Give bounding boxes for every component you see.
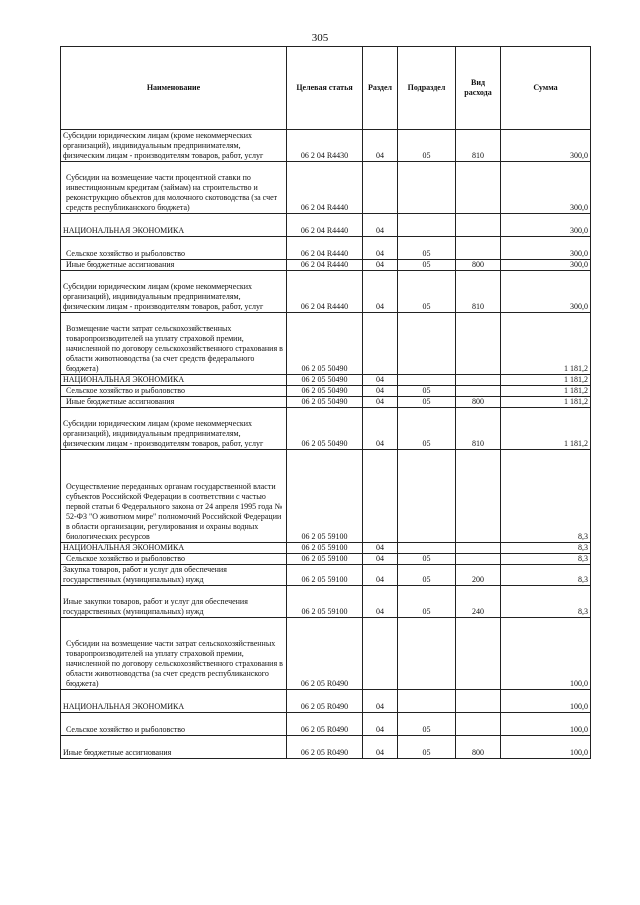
row-amount: 1 181,2 (501, 397, 591, 408)
table-row (61, 713, 591, 736)
row-subsection: 05 (398, 386, 456, 397)
row-subsection (398, 214, 456, 237)
table-row (61, 586, 591, 618)
row-name: НАЦИОНАЛЬНАЯ ЭКОНОМИКА (61, 543, 287, 554)
row-amount: 1 181,2 (501, 375, 591, 386)
row-name: НАЦИОНАЛЬНАЯ ЭКОНОМИКА (61, 690, 287, 713)
row-target: 06 2 04 R4440 (287, 271, 363, 313)
row-type: 800 (456, 260, 501, 271)
page-number: 305 (311, 32, 329, 44)
row-section: 04 (363, 260, 398, 271)
table-row (61, 375, 591, 386)
header-section: Раздел (363, 47, 398, 130)
row-target: 06 2 05 50490 (287, 386, 363, 397)
row-name: Субсидии на возмещение части затрат сельскохозяйственных товаропроизводителей на уплату страховой премии, начисленной по договору сельскохозяйственного страхования в области животноводства (за счет средств республиканского бюджета) (61, 618, 287, 690)
row-name: Сельское хозяйство и рыболовство (61, 386, 287, 397)
header-expense-type: Вид расхода (456, 47, 501, 130)
row-section: 04 (363, 397, 398, 408)
row-subsection: 05 (398, 271, 456, 313)
row-amount: 8,3 (501, 543, 591, 554)
table-row (61, 543, 591, 554)
row-subsection (398, 690, 456, 713)
row-type (456, 214, 501, 237)
table-row (61, 386, 591, 397)
row-name: Субсидии юридическим лицам (кроме некоммерческих организаций), индивидуальным предпринимателям, физическим лицам - производителям товаров, работ, услуг (61, 271, 287, 313)
row-subsection (398, 618, 456, 690)
row-name: НАЦИОНАЛЬНАЯ ЭКОНОМИКА (61, 375, 287, 386)
row-name: Закупка товаров, работ и услуг для обеспечения государственных (муниципальных) нужд (61, 565, 287, 586)
table-row (61, 130, 591, 162)
row-section: 04 (363, 375, 398, 386)
row-amount: 300,0 (501, 214, 591, 237)
row-section: 04 (363, 586, 398, 618)
row-subsection: 05 (398, 586, 456, 618)
row-amount: 8,3 (501, 565, 591, 586)
table-row (61, 162, 591, 214)
row-subsection: 05 (398, 408, 456, 450)
header-amount: Сумма (501, 47, 591, 130)
row-subsection: 05 (398, 713, 456, 736)
row-amount: 1 181,2 (501, 408, 591, 450)
row-section: 04 (363, 386, 398, 397)
row-section: 04 (363, 214, 398, 237)
table-row (61, 565, 591, 586)
row-amount: 100,0 (501, 736, 591, 759)
row-target: 06 2 05 R0490 (287, 736, 363, 759)
row-type (456, 386, 501, 397)
header-target: Целевая статья (287, 47, 363, 130)
table-row (61, 690, 591, 713)
row-target: 06 2 04 R4440 (287, 162, 363, 214)
row-type (456, 690, 501, 713)
row-amount: 1 181,2 (501, 313, 591, 375)
table-row (61, 408, 591, 450)
row-name: НАЦИОНАЛЬНАЯ ЭКОНОМИКА (61, 214, 287, 237)
table-row (61, 618, 591, 690)
table-row (61, 397, 591, 408)
row-amount: 100,0 (501, 618, 591, 690)
row-type: 240 (456, 586, 501, 618)
row-target: 06 2 05 R0490 (287, 690, 363, 713)
header-name: Наименование (61, 47, 287, 130)
row-type: 810 (456, 130, 501, 162)
row-name: Субсидии на возмещение части процентной ставки по инвестиционным кредитам (займам) на строительство и реконструкцию объектов для молочного скотоводства (за счет средств республиканского бюджета) (61, 162, 287, 214)
table-row (61, 313, 591, 375)
row-target: 06 2 04 R4430 (287, 130, 363, 162)
row-target: 06 2 05 59100 (287, 554, 363, 565)
row-name: Сельское хозяйство и рыболовство (61, 713, 287, 736)
table-header-row (61, 47, 591, 130)
row-section: 04 (363, 554, 398, 565)
row-subsection: 05 (398, 736, 456, 759)
header-subsection: Подраздел (398, 47, 456, 130)
row-type: 810 (456, 271, 501, 313)
row-target: 06 2 05 R0490 (287, 618, 363, 690)
row-section (363, 618, 398, 690)
row-section: 04 (363, 237, 398, 260)
row-section: 04 (363, 130, 398, 162)
row-type: 800 (456, 736, 501, 759)
row-subsection (398, 162, 456, 214)
row-subsection: 05 (398, 554, 456, 565)
row-type: 200 (456, 565, 501, 586)
row-target: 06 2 05 59100 (287, 586, 363, 618)
row-section: 04 (363, 713, 398, 736)
row-target: 06 2 05 50490 (287, 313, 363, 375)
row-target: 06 2 05 59100 (287, 543, 363, 554)
row-target: 06 2 05 R0490 (287, 713, 363, 736)
row-name: Субсидии юридическим лицам (кроме некоммерческих организаций), индивидуальным предпринимателям, физическим лицам - производителям товаров, работ, услуг (61, 408, 287, 450)
row-target: 06 2 05 50490 (287, 375, 363, 386)
table-row (61, 450, 591, 543)
row-type (456, 313, 501, 375)
row-amount: 300,0 (501, 162, 591, 214)
row-section (363, 313, 398, 375)
row-target: 06 2 05 50490 (287, 408, 363, 450)
row-target: 06 2 04 R4440 (287, 214, 363, 237)
row-name: Иные бюджетные ассигнования (61, 736, 287, 759)
row-name: Иные бюджетные ассигнования (61, 260, 287, 271)
row-type (456, 554, 501, 565)
row-type (456, 450, 501, 543)
row-amount: 8,3 (501, 554, 591, 565)
table-row (61, 214, 591, 237)
row-target: 06 2 05 50490 (287, 397, 363, 408)
row-subsection: 05 (398, 237, 456, 260)
row-amount: 100,0 (501, 690, 591, 713)
row-section: 04 (363, 690, 398, 713)
row-section: 04 (363, 271, 398, 313)
row-section: 04 (363, 543, 398, 554)
row-section: 04 (363, 736, 398, 759)
row-name: Осуществление переданных органам государственной власти субъектов Российской Федерации в соответствии с частью первой статьи 6 Федерального закона от 24 апреля 1995 года № 52-ФЗ "О животном мире" полномочий Российской Федерации в области организации, регулирования и охраны водных биологических ресурсов (61, 450, 287, 543)
row-subsection (398, 375, 456, 386)
row-section: 04 (363, 565, 398, 586)
row-type (456, 237, 501, 260)
table-row (61, 736, 591, 759)
table-row (61, 271, 591, 313)
row-name: Иные бюджетные ассигнования (61, 397, 287, 408)
row-amount: 300,0 (501, 130, 591, 162)
row-subsection: 05 (398, 565, 456, 586)
table-row (61, 554, 591, 565)
row-subsection: 05 (398, 397, 456, 408)
row-amount: 8,3 (501, 450, 591, 543)
row-subsection: 05 (398, 260, 456, 271)
table-row (61, 260, 591, 271)
row-amount: 1 181,2 (501, 386, 591, 397)
row-amount: 300,0 (501, 237, 591, 260)
row-section (363, 162, 398, 214)
row-subsection: 05 (398, 130, 456, 162)
row-amount: 300,0 (501, 260, 591, 271)
row-target: 06 2 04 R4440 (287, 237, 363, 260)
table-row (61, 237, 591, 260)
row-type: 810 (456, 408, 501, 450)
row-amount: 8,3 (501, 586, 591, 618)
row-type (456, 375, 501, 386)
row-name: Субсидии юридическим лицам (кроме некоммерческих организаций), индивидуальным предпринимателям, физическим лицам - производителям товаров, работ, услуг (61, 130, 287, 162)
row-name: Возмещение части затрат сельскохозяйственных товаропроизводителей на уплату страховой премии, начисленной по договору сельскохозяйственного страхования в области животноводства (за счет средств федерального бюджета) (61, 313, 287, 375)
row-subsection (398, 313, 456, 375)
row-section: 04 (363, 408, 398, 450)
row-target: 06 2 05 59100 (287, 565, 363, 586)
row-subsection (398, 543, 456, 554)
row-target: 06 2 04 R4440 (287, 260, 363, 271)
row-type (456, 713, 501, 736)
row-name: Сельское хозяйство и рыболовство (61, 554, 287, 565)
row-type (456, 162, 501, 214)
row-type (456, 543, 501, 554)
row-target: 06 2 05 59100 (287, 450, 363, 543)
row-subsection (398, 450, 456, 543)
budget-table (60, 46, 591, 759)
row-amount: 300,0 (501, 271, 591, 313)
row-name: Иные закупки товаров, работ и услуг для обеспечения государственных (муниципальных) нужд (61, 586, 287, 618)
row-section (363, 450, 398, 543)
row-amount: 100,0 (501, 713, 591, 736)
row-name: Сельское хозяйство и рыболовство (61, 237, 287, 260)
row-type: 800 (456, 397, 501, 408)
row-type (456, 618, 501, 690)
